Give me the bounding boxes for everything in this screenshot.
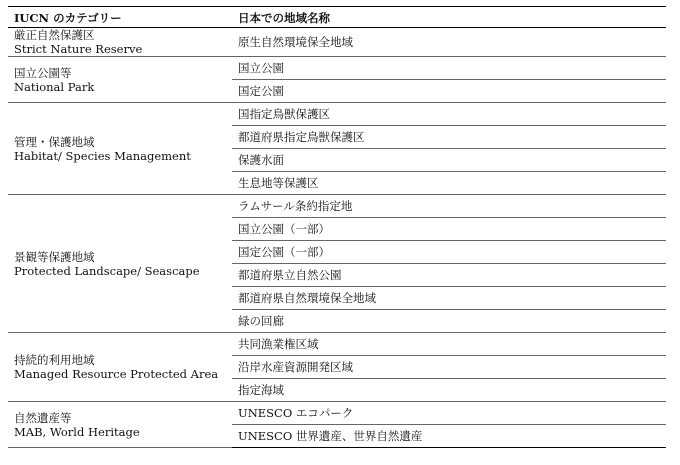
japan-area-name-cell: 都道府県指定鳥獣保護区 bbox=[232, 126, 666, 149]
table-row bbox=[8, 28, 666, 57]
table-row bbox=[8, 103, 666, 126]
japan-area-name-cell: 保護水面 bbox=[232, 149, 666, 172]
japan-area-name-cell: 指定海域 bbox=[232, 379, 666, 402]
category-name-ja: 自然遺産等 bbox=[14, 410, 72, 425]
protected-area-table bbox=[8, 6, 666, 448]
table-row bbox=[8, 333, 666, 356]
japan-area-name-cell: 国立公園（一部） bbox=[232, 218, 666, 241]
japan-area-name-cell: 国定公園（一部） bbox=[232, 241, 666, 264]
category-name-en: MAB, World Heritage bbox=[14, 424, 140, 439]
table-body bbox=[8, 28, 666, 448]
category-name-ja: 国立公園等 bbox=[14, 65, 72, 80]
category-name-en: Strict Nature Reserve bbox=[14, 42, 143, 56]
iucn-category-cell bbox=[8, 57, 232, 103]
table-row bbox=[8, 402, 666, 425]
japan-area-name-cell: 生息地等保護区 bbox=[232, 172, 666, 195]
japan-area-name-cell: UNESCO 世界遺産、世界自然遺産 bbox=[232, 425, 666, 448]
category-name-en: Protected Landscape/ Seascape bbox=[14, 263, 200, 278]
japan-area-name-cell: 国立公園 bbox=[232, 57, 666, 80]
iucn-category-cell bbox=[8, 333, 232, 402]
japan-area-name-cell: 国指定鳥獣保護区 bbox=[232, 103, 666, 126]
iucn-category-cell bbox=[8, 195, 232, 333]
japan-area-name-cell: 国定公園 bbox=[232, 80, 666, 103]
table-header-row bbox=[8, 7, 666, 28]
japan-area-name-cell: ラムサール条約指定地 bbox=[232, 195, 666, 218]
japan-area-name-cell: 原生自然環境保全地域 bbox=[232, 28, 666, 57]
japan-area-name-cell: 沿岸水産資源開発区域 bbox=[232, 356, 666, 379]
japan-area-name-cell: 緑の回廊 bbox=[232, 310, 666, 333]
category-name-ja: 管理・保護地域 bbox=[14, 134, 95, 149]
category-name-ja: 持続的利用地域 bbox=[14, 353, 95, 367]
japan-area-name-cell: UNESCO エコパーク bbox=[232, 402, 666, 425]
header-japan-area-name: 日本での地域名称 bbox=[232, 7, 666, 28]
iucn-category-cell bbox=[8, 28, 232, 57]
category-name-ja: 景観等保護地域 bbox=[14, 249, 95, 264]
table-row bbox=[8, 195, 666, 218]
category-name-en: Habitat/ Species Management bbox=[14, 148, 191, 163]
iucn-category-cell bbox=[8, 103, 232, 195]
category-name-en: National Park bbox=[14, 79, 95, 94]
header-iucn-category: IUCN のカテゴリー bbox=[8, 7, 232, 28]
category-name-ja: 厳正自然保護区 bbox=[14, 28, 95, 42]
japan-area-name-cell: 都道府県自然環境保全地域 bbox=[232, 287, 666, 310]
table-row bbox=[8, 57, 666, 80]
japan-area-name-cell: 共同漁業権区域 bbox=[232, 333, 666, 356]
category-name-en: Managed Resource Protected Area bbox=[14, 367, 219, 381]
iucn-category-cell bbox=[8, 402, 232, 448]
japan-area-name-cell: 都道府県立自然公園 bbox=[232, 264, 666, 287]
